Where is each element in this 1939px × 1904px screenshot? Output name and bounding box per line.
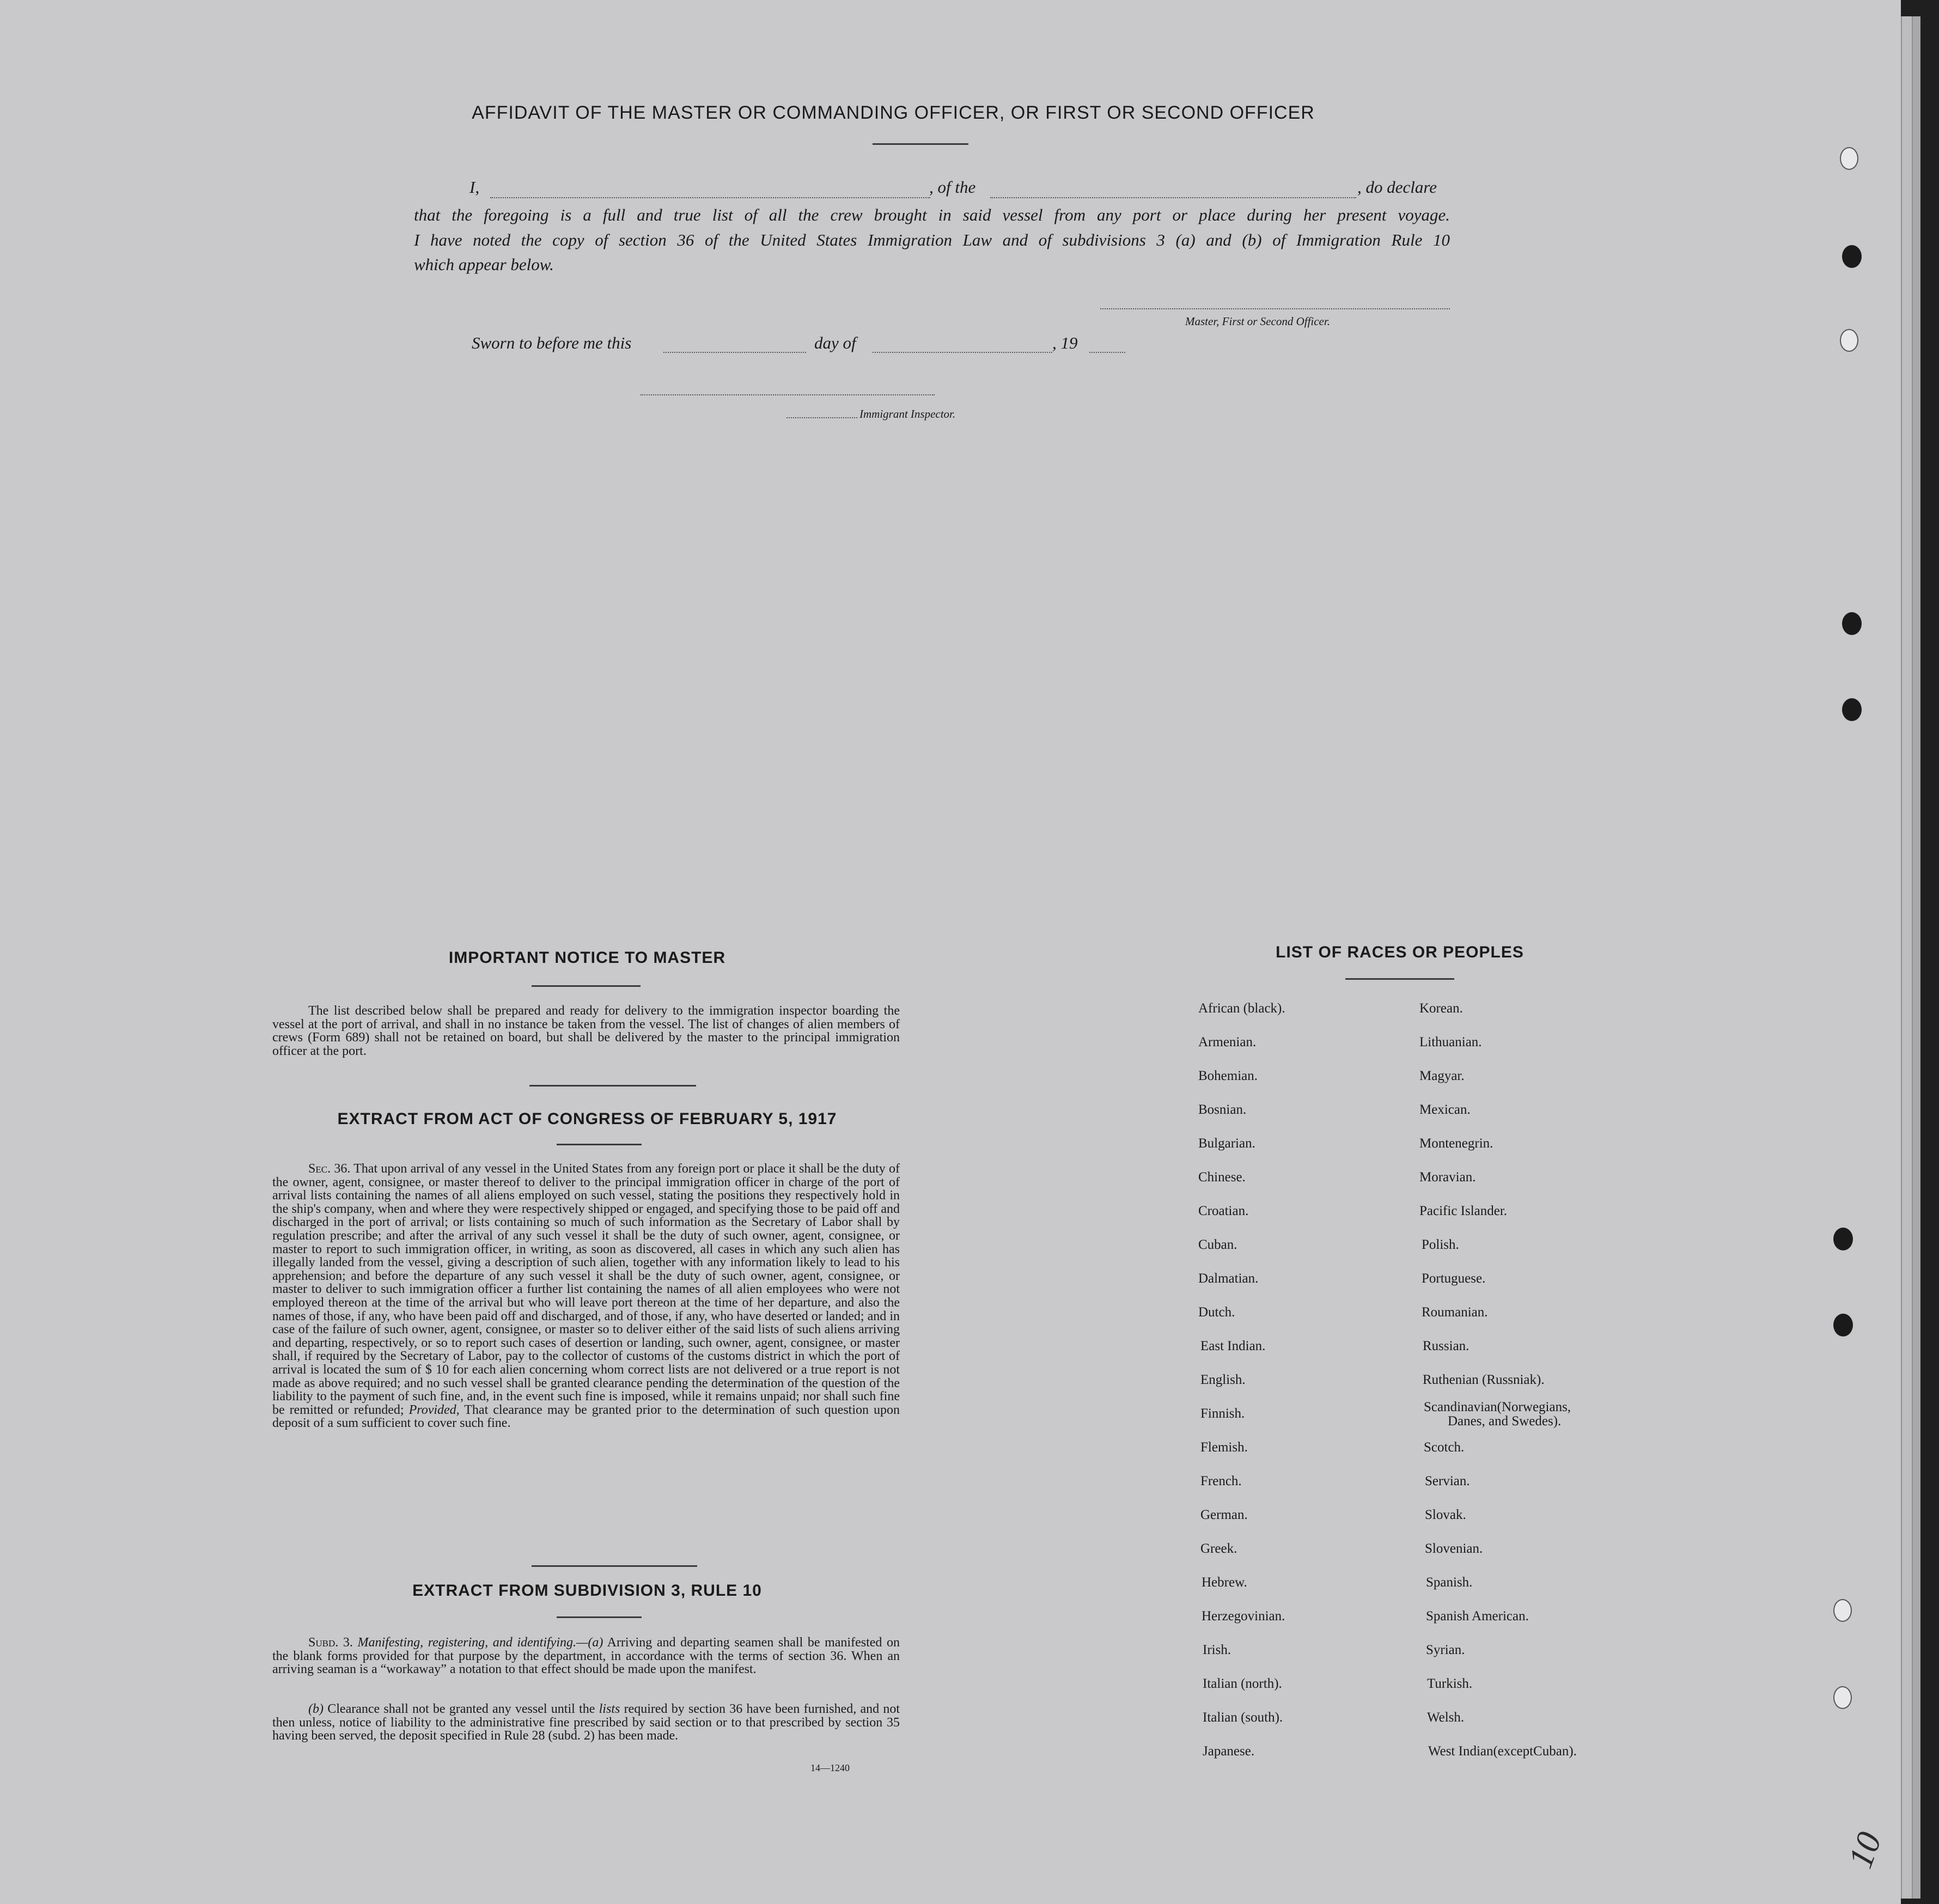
rule-para-b1: Clearance shall not be granted any vessel until the: [327, 1702, 595, 1716]
sworn-year-blank[interactable]: [1089, 352, 1125, 353]
race-item: Japanese.: [1203, 1744, 1255, 1759]
page-edge: [1901, 16, 1912, 1899]
race-item: Italian (south).: [1203, 1710, 1283, 1725]
rule-divider: [557, 1616, 642, 1618]
race-item: English.: [1200, 1372, 1246, 1387]
race-item: Servian.: [1425, 1474, 1470, 1488]
races-title: LIST OF RACES OR PEOPLES: [1276, 943, 1524, 961]
notice-end-divider: [529, 1085, 696, 1087]
title-divider: [873, 143, 968, 145]
race-item: French.: [1200, 1474, 1242, 1488]
races-divider: [1345, 978, 1454, 980]
inspector-label-leader: [786, 417, 857, 418]
inspector-signature-line[interactable]: [641, 394, 935, 395]
race-item: Scotch.: [1424, 1440, 1465, 1455]
master-signature-label: Master, First or Second Officer.: [1185, 315, 1330, 328]
binder-hole: [1833, 1228, 1853, 1250]
race-item: African (black).: [1198, 1001, 1285, 1016]
race-item: Bosnian.: [1198, 1102, 1247, 1117]
race-item: Roumanian.: [1422, 1305, 1488, 1320]
race-item: Croatian.: [1198, 1204, 1249, 1218]
race-item: Danes, and Swedes).: [1448, 1414, 1562, 1429]
form-number: 14—1240: [810, 1762, 850, 1773]
race-item: Moravian.: [1419, 1170, 1476, 1185]
race-item: Montenegrin.: [1419, 1136, 1493, 1151]
race-item: Bulgarian.: [1198, 1136, 1255, 1151]
inspector-label: Immigrant Inspector.: [859, 407, 956, 420]
race-item: Scandinavian(Norwegians,: [1424, 1400, 1571, 1414]
race-item: Ruthenian (Russniak).: [1423, 1372, 1545, 1387]
race-item: West Indian(exceptCuban).: [1428, 1744, 1577, 1759]
race-item: Spanish.: [1426, 1575, 1473, 1590]
act-text-end: That clearance may be granted prior to the determination of such question upon deposit of a sum sufficient to cover such fine.: [272, 1402, 900, 1431]
race-item: Herzegovinian.: [1202, 1609, 1285, 1624]
act-sec-label: Sec. 36.: [308, 1162, 351, 1176]
race-item: Spanish American.: [1426, 1609, 1529, 1624]
race-item: Russian.: [1423, 1339, 1470, 1353]
race-item: Cuban.: [1198, 1237, 1237, 1252]
race-item: Polish.: [1422, 1237, 1459, 1252]
sworn-prefix: Sworn to before me this: [472, 333, 632, 352]
sworn-day-of: day of: [814, 333, 856, 352]
race-item: German.: [1200, 1508, 1248, 1522]
act-section-36: [272, 1162, 900, 1430]
page-edge: [1912, 16, 1920, 1899]
act-title: EXTRACT FROM ACT OF CONGRESS OF FEBRUARY 5, 1917: [337, 1110, 837, 1128]
notice-title: IMPORTANT NOTICE TO MASTER: [448, 949, 726, 967]
notice-divider: [532, 985, 641, 987]
race-item: Chinese.: [1198, 1170, 1246, 1185]
rule-subd-label: Subd. 3.: [308, 1636, 353, 1650]
rule-lists-word: lists: [599, 1702, 620, 1716]
act-text: That upon arrival of any vessel in the United States from any foreign port or place it shall be the duty of the owner, agent, consignee, or master thereof to deliver to the principal immigration officer in charge of the port of arrival lists containing the names of all aliens employed on such vessel, stating the positions they respectively hold in the ship's company, when and where they were respectively shipped or engaged, and specifying those to be paid off and discharged in the port of arrival; or lists containing so much of such information as the Secretary of Labor shall by regulation prescribe; and after the arrival of any such vessel it shall be the duty of such owner, agent, consignee, or master to report to such immigration officer, in writing, as soon as discovered, all cases in which any such alien has illegally landed from the vessel, giving a description of such alien, together with any information likely to lead to his apprehension; and before the departure of any such vessel it shall be the duty of such owner, agent, consignee, or master to deliver to such immigration officer a further list containing the names of all alien employees who were not employed thereon at the time of the arrival but who will leave port thereon at the time of her departure, and also the names of those, if any, who have been paid off and discharged, and of those, if any, who have deserted or landed; and in case of the failure of such owner, agent, consignee, or master so to deliver either of the said lists of such aliens arriving and departing, respectively, or so to report such cases of desertion or landing, such owner, agent, consignee, or master shall, if required by the Secretary of Labor, pay to the collector of customs of the customs district in which the port of arrival is located the sum of $ 10 for each alien concerning whom correct lists are not delivered or a true report is not made as above required; and no such vessel shall be granted clearance pending the determination of the question of the liability to the payment of such fine, and, in the event such fine is imposed, while it remains unpaid; nor shall such fine be remitted or refunded;: [272, 1162, 900, 1417]
act-divider: [557, 1144, 642, 1145]
race-item: Welsh.: [1427, 1710, 1465, 1725]
vessel-blank[interactable]: [990, 197, 1356, 198]
decl-line-3: I have noted the copy of section 36 of the United States Immigration Law and of subdivisions 3 (a) and (b) of Immigration Rule 10: [414, 230, 1450, 249]
binder-hole: [1842, 612, 1862, 635]
rule-para-b2: required by section 36 have been furnished, and not then unless, notice of liability to the administrative fine prescribed by said section or to that prescribed by section 35 having been served, the deposit specified in Rule 28 (subd. 2) has been made.: [272, 1702, 900, 1743]
race-item: Irish.: [1203, 1643, 1231, 1657]
rule-para-b: [272, 1702, 900, 1743]
decl-line-2: that the foregoing is a full and true list of all the crew brought in said vessel from any port or place during her present voyage.: [414, 205, 1450, 224]
race-item: Hebrew.: [1202, 1575, 1247, 1590]
race-item: Syrian.: [1426, 1643, 1465, 1657]
decl-line-4: which appear below.: [414, 255, 554, 274]
race-item: Turkish.: [1427, 1676, 1473, 1691]
race-item: East Indian.: [1200, 1339, 1266, 1353]
race-item: Mexican.: [1419, 1102, 1471, 1117]
rule-para-a: [272, 1636, 900, 1676]
decl-of-the: , of the: [929, 178, 976, 197]
name-blank[interactable]: [490, 197, 930, 198]
race-item: Portuguese.: [1422, 1271, 1486, 1286]
binder-hole: [1833, 1686, 1852, 1709]
rule-subd-heading: Manifesting, registering, and identifying.—(a): [357, 1636, 603, 1650]
notice-text: The list described below shall be prepared and ready for delivery to the immigration inspector boarding the vessel at the port of arrival, and shall in no instance be taken from the vessel. The list of changes of alien members of crews (Form 689) shall not be retained on board, but shall be delivered by the master to the principal immigration officer at the port.: [272, 1004, 900, 1058]
binder-hole: [1842, 245, 1862, 268]
race-item: Finnish.: [1200, 1406, 1245, 1421]
binder-hole: [1840, 329, 1858, 352]
rule-b-label: (b): [308, 1702, 324, 1716]
affidavit-title: AFFIDAVIT OF THE MASTER OR COMMANDING OFFICER, OR FIRST OR SECOND OFFICER: [472, 102, 1315, 123]
race-item: Magyar.: [1419, 1069, 1465, 1083]
master-signature-line[interactable]: [1100, 308, 1450, 309]
rule-para-a-text: Arriving and departing seamen shall be manifested on the blank forms provided for that purpose by the department, in accordance with the terms of section 36. When an arriving seaman is a “workaway” a notation to that effect should be made upon the manifest.: [272, 1636, 900, 1677]
race-item: Italian (north).: [1203, 1676, 1282, 1691]
race-item: Flemish.: [1200, 1440, 1248, 1455]
race-item: Bohemian.: [1198, 1069, 1258, 1083]
rule-title: EXTRACT FROM SUBDIVISION 3, RULE 10: [412, 1582, 762, 1600]
race-item: Pacific Islander.: [1419, 1204, 1508, 1218]
race-item: Korean.: [1419, 1001, 1463, 1016]
race-item: Armenian.: [1198, 1035, 1257, 1049]
race-item: Dutch.: [1198, 1305, 1235, 1320]
race-item: Lithuanian.: [1419, 1035, 1482, 1049]
sworn-month-blank[interactable]: [873, 352, 1052, 353]
sworn-day-blank[interactable]: [663, 352, 806, 353]
act-end-divider: [532, 1565, 697, 1567]
race-item: Slovenian.: [1425, 1541, 1483, 1556]
binder-hole: [1833, 1599, 1852, 1622]
act-provided: Provided,: [408, 1402, 460, 1417]
decl-i: I,: [469, 178, 480, 197]
race-item: Dalmatian.: [1198, 1271, 1259, 1286]
binder-hole: [1840, 147, 1858, 170]
race-item: Greek.: [1200, 1541, 1237, 1556]
binder-hole: [1842, 698, 1862, 721]
binder-hole: [1833, 1314, 1853, 1337]
decl-do-declare: , do declare: [1357, 178, 1437, 197]
race-item: Slovak.: [1425, 1508, 1466, 1522]
sworn-year-prefix: , 19: [1052, 333, 1078, 352]
margin-note: 10: [1840, 1827, 1889, 1874]
